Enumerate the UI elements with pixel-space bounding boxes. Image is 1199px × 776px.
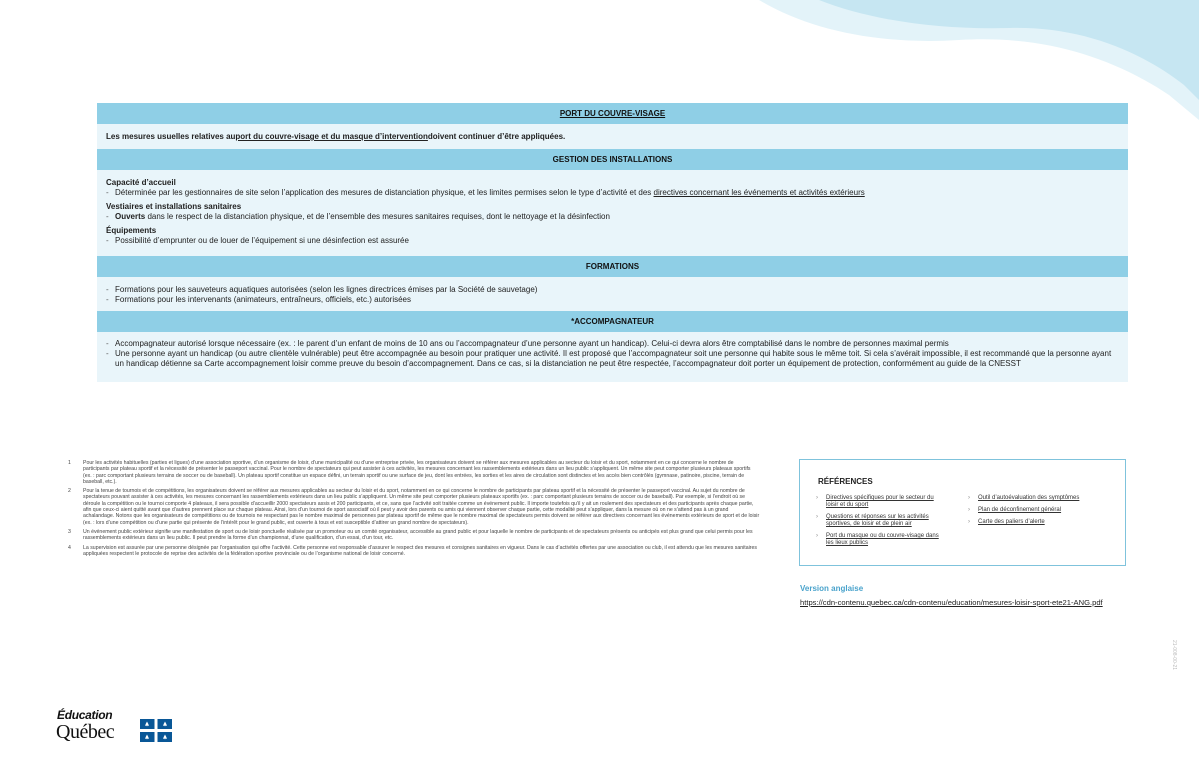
equipements-title: Équipements	[106, 226, 157, 235]
education-quebec-logo	[56, 708, 176, 748]
equipements-text: Possibilité d’emprunter ou de louer de l’équipement si une désinfection est assurée	[115, 236, 409, 245]
vestiaires-title: Vestiaires et installations sanitaires	[106, 202, 242, 211]
visage-row	[97, 124, 1128, 149]
references-title: RÉFÉRENCES	[818, 477, 873, 486]
footnote	[68, 545, 760, 558]
decorative-wave	[639, 0, 1199, 120]
footnote-text: Pour les activités habituelles (parties et ligues) d’une association sportive, d’un organisme de loisir, d’une municipalité ou d’une entreprise privée, les organisateurs doivent se référer aux mesures applicables au secteur du loisir et du sport, notamment en ce qui concerne le nombre de participants par plateau sportif et la nécessité de présenter le passeport vaccinal. Pour le nombre de spectateurs qui peut assister à ces activités, les mesures concernant les rassemblements extérieurs dans un lieu public s’appliquent. Un même site peut comporter plusieurs plateaux sportifs (ex. : parc comportant plusieurs terrains de soccer ou de baseball). Un plateau sportif constitue un espace défini, un terrain sportif ou une surface de jeu, dont les entrées, les sorties et les aires de circulation sont distinctes et les accès bien contrôlés (gymnase, patinoire, piscine, terrain de baseball, etc.).	[83, 460, 751, 485]
document-code: 21-008-00-21	[1171, 640, 1177, 671]
logo-line-2: Québec	[56, 721, 115, 743]
installations-header-text: GESTION DES INSTALLATIONS	[552, 155, 673, 164]
section-header-installations	[97, 149, 1128, 170]
visage-text-before: Les mesures usuelles relatives au	[106, 132, 236, 141]
capacite-text: Déterminée par les gestionnaires de site selon l’application des mesures de distanciation physique, et les limites permises selon le type d’activité et des	[115, 188, 654, 197]
reference-link[interactable]: Questions et réponses sur les activités sportives, de loisir et de plein air	[826, 514, 929, 527]
list-item: - Possibilité d’emprunter ou de louer de l’équipement si une désinfection est assurée	[106, 236, 1119, 246]
footnote	[68, 460, 760, 485]
footnote-text: La supervision est assurée par une personne désignée par l’organisation qui offre l’activité. Cette personne est responsable d’assurer le respect des mesures et consignes sanitaires en vigueur. Dans le cas d’activités offertes par une association ou club, il est attendu que les mesures sanitaires appliquées respectent le protocole de reprise des activités de la fédération sportive provinciale ou de l’organisme national de loisir concerné.	[83, 544, 757, 557]
footnotes	[68, 460, 760, 560]
visage-link[interactable]: port du couvre-visage et du masque d’intervention	[235, 132, 428, 141]
list-item: - Formations pour les sauveteurs aquatiques autorisées (selon les lignes directrices émises par la Société de sauvetage)	[106, 285, 1119, 295]
accompagnateur-row	[97, 332, 1128, 382]
footnote-number: 4	[68, 544, 71, 551]
measures-table	[97, 103, 1128, 382]
references-column-1	[816, 495, 946, 552]
footnote-number: 2	[68, 488, 71, 495]
section-header-visage	[97, 103, 1128, 124]
reference-link-item[interactable]: › Directives spécifiques pour le secteur du loisir et du sport	[816, 495, 946, 509]
accompagnateur-header-text: *ACCOMPAGNATEUR	[571, 317, 654, 326]
reference-link-item[interactable]: › Questions et réponses sur les activités sportives, de loisir et de plein air	[816, 514, 946, 528]
footnote-number: 3	[68, 528, 71, 535]
reference-link[interactable]: Port du masque ou du couvre-visage dans les lieux publics	[826, 533, 939, 546]
section-header-formations	[97, 256, 1128, 277]
formations-header-text: FORMATIONS	[585, 262, 640, 271]
installations-row	[97, 170, 1128, 256]
visage-text-after: doivent continuer d’être appliquées.	[427, 132, 566, 141]
accompagnateur-item-1: Accompagnateur autorisé lorsque nécessaire (ex. : le parent d’un enfant de moins de 10 ans ou l’accompagnateur d’une personne ayant un handicap). Celui-ci devra alors être comptabilisé dans le nombre de personnes maximal permis	[115, 339, 949, 348]
accompagnateur-item-2: Une personne ayant un handicap (ou autre clientèle vulnérable) peut être accompagnée au besoin pour pratiquer une activité. Il est proposé que l’accompagnateur soit une personne qui habite sous le même toit. Si cela s’avérait impossible, il est recommandé que la personne ayant un handicap détienne sa Carte accompagnement loisir comme preuve du besoin d’accompagnement. Dans ce cas, si la distanciation ne peut être respectée, l’accompagnateur doit porter un équipement de protection, conformément au guide de la CNESST	[115, 349, 1112, 368]
footnote	[68, 529, 760, 542]
list-item: - Déterminée par les gestionnaires de site selon l’application des mesures de distanciation physique, et les limites permises selon le type d’activité et des directives concernant les événements et activités extérieurs	[106, 188, 865, 197]
footnote-number: 1	[68, 460, 71, 466]
list-item: - Une personne ayant un handicap (ou autre clientèle vulnérable) peut être accompagnée au besoin pour pratiquer une activité. Il est proposé que l’accompagnateur soit une personne qui habite sous le même toit. Si cela s’avérait impossible, il est recommandé que la personne ayant un handicap détienne sa Carte accompagnement loisir comme preuve du besoin d’accompagnement. Dans ce cas, si la distanciation ne peut être respectée, l’accompagnateur doit porter un équipement de protection, conformément au guide de la CNESST	[106, 349, 1119, 369]
reference-link-item[interactable]: › Carte des paliers d’alerte	[968, 519, 1045, 525]
references-column-2	[968, 495, 1118, 531]
formations-row	[97, 277, 1128, 311]
list-item: - Accompagnateur autorisé lorsque nécessaire (ex. : le parent d’un enfant de moins de 10 ans ou l’accompagnateur d’une personne ayant un handicap). Celui-ci devra alors être comptabilisé dans le nombre de personnes maximal permis	[106, 339, 1119, 349]
vestiaires-text: dans le respect de la distanciation physique, et de l’ensemble des mesures sanitaires requises, dont le nettoyage et la désinfection	[145, 212, 610, 221]
visage-header-text: PORT DU COUVRE-VISAGE	[559, 109, 666, 118]
reference-link[interactable]: Directives spécifiques pour le secteur du loisir et du sport	[826, 495, 934, 508]
capacite-title: Capacité d’accueil	[106, 178, 176, 187]
reference-link-item[interactable]: › Plan de déconfinement général	[968, 507, 1062, 513]
capacite-link[interactable]: directives concernant les événements et activités extérieurs	[653, 188, 865, 197]
reference-link-item[interactable]: › Port du masque ou du couvre-visage dans les lieux publics	[816, 533, 946, 547]
english-version-label: Version anglaise	[800, 584, 864, 593]
reference-link[interactable]: Carte des paliers d’alerte	[978, 519, 1045, 525]
section-header-accompagnateur	[97, 311, 1128, 332]
footnote-text: Pour la tenue de tournois et de compétitions, les organisateurs doivent se référer aux mesures applicables au secteur du loisir et du sport, notamment en ce qui concerne le nombre de participants par plateau sportif et la nécessité de présenter le passeport vaccinal. Au sujet du nombre de spectateurs pouvant assister à ces activités, les mesures concernant les rassemblements extérieurs dans un lieu public s’appliquent. Un même site peut comporter plusieurs plateaux sportifs (ex. : parc comportant plusieurs terrains de soccer ou de baseball). Par exemple, si l’endroit où se déroule la compétition ou le tournoi comporte 4 plateaux, il sera possible d’accueillir 2000 spectateurs assis et 200 participants, et ce, sans que l’activité soit traitée comme un événement public. Il importe toutefois qu’il y ait un roulement des spectateurs et des participants après chaque partie, afin que ceux-ci aient quitté avant que d’autres prennent place sur chaque plateau. Ainsi, lors d’un tournoi de sport associatif où il peut y avoir des parents ou amis qui viennent observer chaque partie, cette modalité peut s’appliquer, dans la mesure où on ne s’attend pas à un grand achalandage. Notons que les organisateurs de compétitions ou de tournois ne respectant pas le nombre maximal de personnes par plateau sportif de même que le nombre maximal de spectateurs permis doivent se référer aux directives concernant les événements extérieurs de sport et de loisir (ex. : lors d’une compétition ou d’une partie qui présente de l’intérêt pour le grand public, est ouverte à tous et est susceptible d’attirer un grand nombre de spectateurs).	[83, 488, 760, 526]
quebec-flag-icon	[140, 719, 172, 742]
footnote	[68, 488, 760, 526]
formation-item-1: Formations pour les sauveteurs aquatiques autorisées (selon les lignes directrices émises par la Société de sauvetage)	[115, 285, 538, 294]
list-item: - Formations pour les intervenants (animateurs, entraîneurs, officiels, etc.) autorisées	[106, 295, 1119, 305]
vestiaires-bold: Ouverts	[115, 212, 146, 221]
formation-item-2: Formations pour les intervenants (animateurs, entraîneurs, officiels, etc.) autorisées	[115, 295, 411, 304]
english-version-link[interactable]: https://cdn-contenu.quebec.ca/cdn-contenu/education/mesures-loisir-sport-ete21-ANG.pdf	[800, 598, 1103, 607]
reference-link-item[interactable]: › Outil d’autoévaluation des symptômes	[968, 495, 1080, 501]
references-box	[799, 459, 1126, 566]
footnote-text: Un événement public extérieur signifie une manifestation de sport ou de loisir ponctuelle réalisée par un promoteur ou un comité organisateur, accessible au grand public et pour laquelle le nombre de participants et de spectateurs présents ou anticipés est plus grand que celui permis pour les rassemblements extérieurs dans un lieu public. Il peut prendre la forme d’un championnat, d’une qualification, d’un essai, d’un tour, etc.	[83, 528, 753, 542]
reference-link[interactable]: Plan de déconfinement général	[978, 507, 1062, 513]
reference-link[interactable]: Outil d’autoévaluation des symptômes	[978, 495, 1080, 501]
list-item: - Ouverts dans le respect de la distanciation physique, et de l’ensemble des mesures sanitaires requises, dont le nettoyage et la désinfection	[106, 212, 610, 221]
logo-line-1: Éducation	[57, 708, 113, 722]
